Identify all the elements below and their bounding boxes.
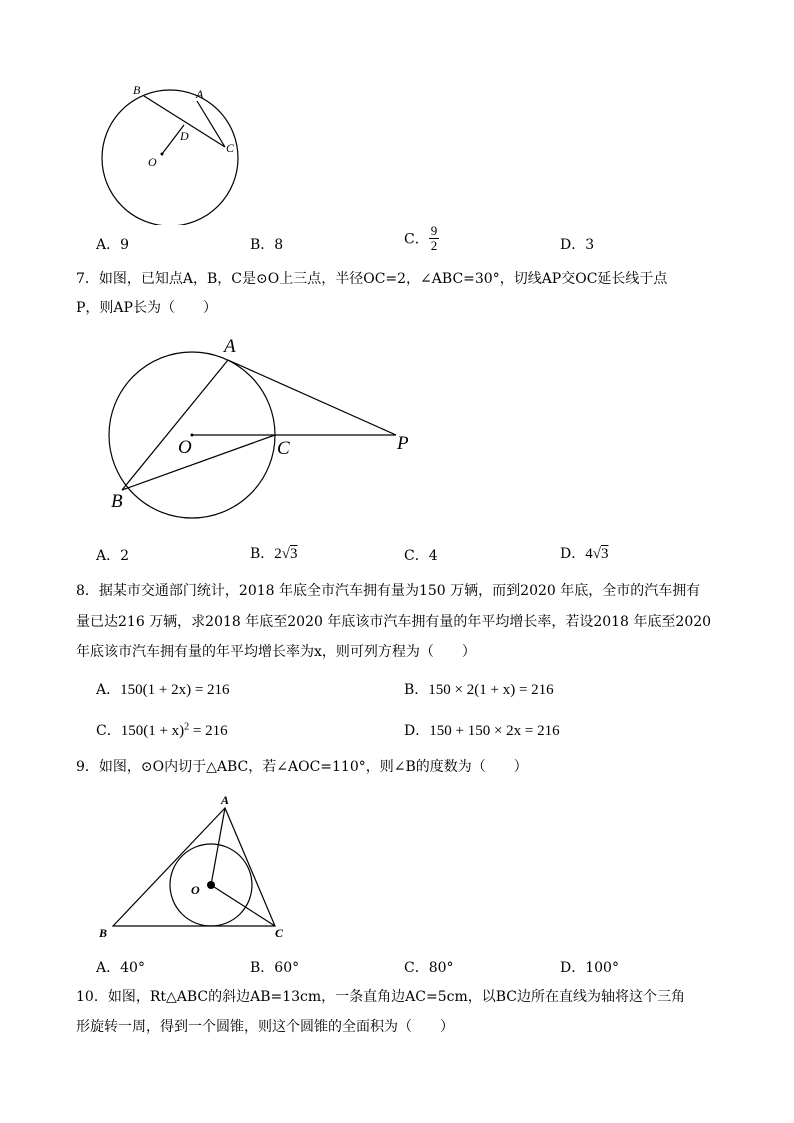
q6-center-dot xyxy=(161,153,164,156)
q9-triangle xyxy=(113,808,275,926)
q6-label-a: A xyxy=(196,87,204,101)
q9-segment-oa xyxy=(211,808,225,885)
q7-option-b: B．2√3 xyxy=(250,546,298,562)
q6-option-b: B．8 xyxy=(250,237,284,253)
q9-label-b: B xyxy=(99,926,108,940)
q6-chord-ac xyxy=(197,101,225,147)
q7-option-d: D．4√3 xyxy=(560,546,609,562)
q9-option-c: C．80° xyxy=(404,960,454,976)
q6-label-d: D xyxy=(180,129,189,143)
q6-option-d: D．3 xyxy=(560,237,595,253)
q9-label-c: C xyxy=(275,926,284,940)
q10-text-line2: 形旋转一周，得到一个圆锥，则这个圆锥的全面积为（ ） xyxy=(76,1019,454,1035)
q7-figure xyxy=(100,330,430,530)
q6-label-o: O xyxy=(148,155,157,169)
q7-label-p: P xyxy=(397,433,409,454)
q10-text-line1: 10．如图，Rt△ABC的斜边AB=13cm，一条直角边AC=5cm，以BC边所在直线为轴将这个三角 xyxy=(76,989,686,1005)
q9-segment-oc xyxy=(211,885,275,926)
q7-label-b: B xyxy=(111,491,123,512)
q8-option-d: D．150 + 150 × 2x = 216 xyxy=(404,723,560,739)
q8-option-c: C．$150(1 + x)^2 = 216$ xyxy=(96,721,228,739)
q9-option-d: D．100° xyxy=(560,960,619,976)
q6-line-ab xyxy=(144,96,197,101)
q8-text-line1: 8．据某市交通部门统计，2018 年底全市汽车拥有量为150 万辆，而到2020 年底，全市的汽车拥有 xyxy=(76,583,701,599)
q6-option-a: A．9 xyxy=(96,237,130,253)
q8-text-line3: 年底该市汽车拥有量的年平均增长率为x，则可列方程为（ ） xyxy=(76,644,476,660)
q9-option-b: B．60° xyxy=(250,960,300,976)
q9-label-a: A xyxy=(221,793,230,807)
q9-option-a: A．40° xyxy=(96,960,145,976)
q8-option-b: B．150 × 2(1 + x) = 216 xyxy=(404,682,554,698)
q6-circle xyxy=(102,90,238,225)
q8-text-line2: 量已达216 万辆，求2018 年底至2020 年底该市汽车拥有量的年平均增长率，若设2018 年底至2020 xyxy=(76,614,712,630)
q8-option-a: A．150(1 + 2x) = 216 xyxy=(96,682,230,698)
q6-fraction: $\frac{9}{2}$ xyxy=(430,223,438,253)
q6-label-c: C xyxy=(226,141,235,155)
q9-text-line1: 9．如图，⊙O内切于△ABC，若∠AOC=110°，则∠B的度数为（ ） xyxy=(76,759,528,775)
q7-text-line1: 7．如图，已知点A，B，C是⊙O上三点，半径OC=2，∠ABC=30°，切线AP交OC延长线于点 xyxy=(76,271,668,287)
q7-option-c: C．4 xyxy=(404,548,438,564)
q9-figure xyxy=(95,790,305,950)
q6-figure xyxy=(90,80,250,225)
q7-text-line2: P，则AP长为（ ） xyxy=(76,300,217,316)
q9-label-o: O xyxy=(191,883,200,897)
q7-label-a: A xyxy=(224,336,236,357)
q7-label-c: C xyxy=(277,438,290,459)
q6-label-b: B xyxy=(133,83,141,97)
sqrt-icon: √ xyxy=(592,546,601,562)
sqrt-icon: √ xyxy=(281,546,291,562)
q6-option-c: C． $\frac{9}{2}$ xyxy=(404,223,438,253)
q7-label-o: O xyxy=(178,437,192,458)
q9-center-dot xyxy=(207,881,215,889)
q7-tangent-ap xyxy=(228,360,396,435)
q7-option-a: A．2 xyxy=(96,548,130,564)
